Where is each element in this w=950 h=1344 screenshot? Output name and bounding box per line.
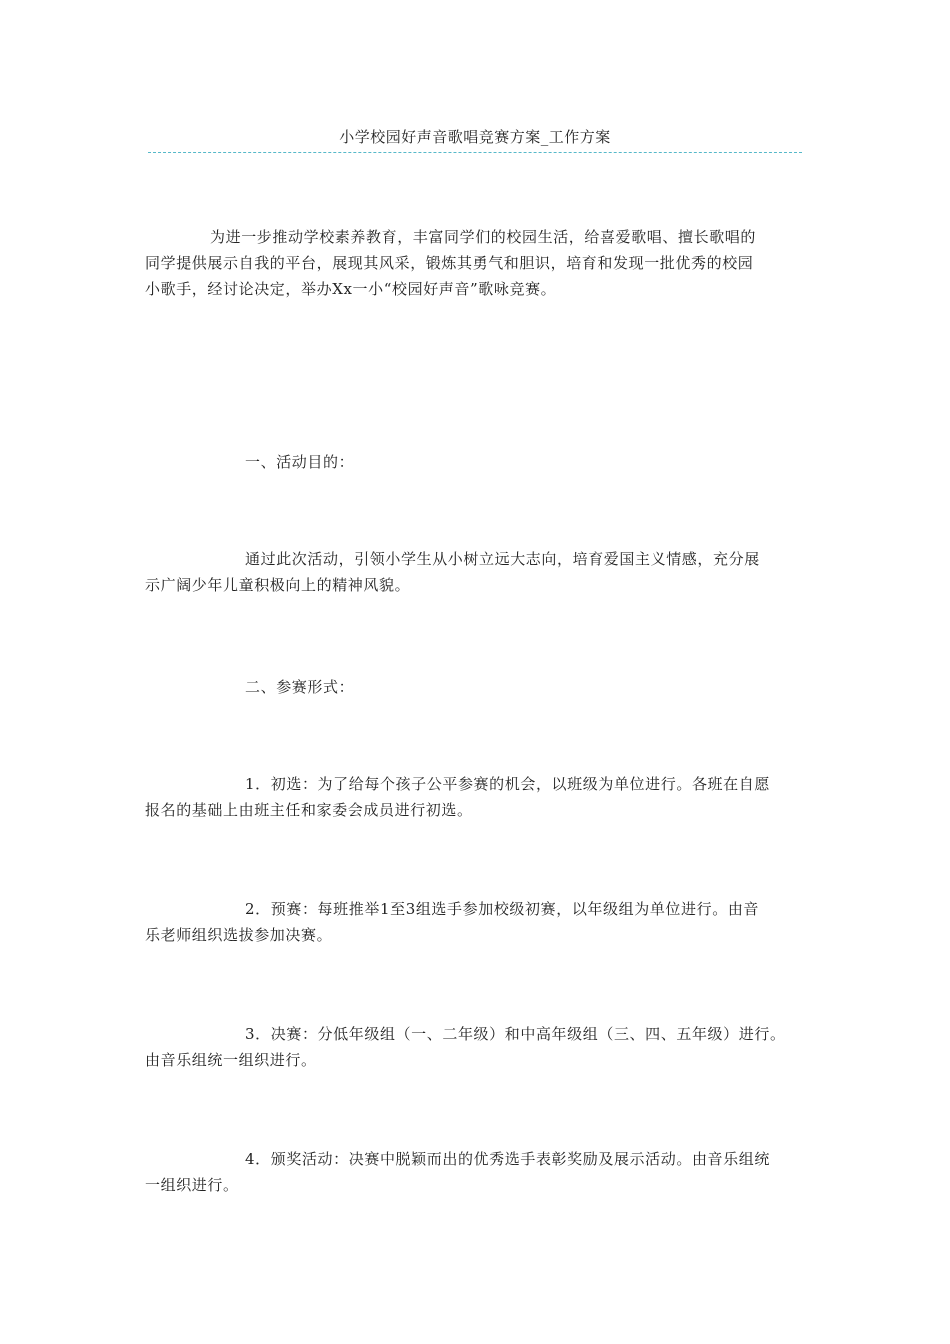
list-item <box>145 896 810 948</box>
section-1-paragraph <box>145 546 810 598</box>
section-1-line-2: 示广阔少年儿童积极向上的精神风貌。 <box>145 576 411 594</box>
item-2-line-1: 2．预赛：每班推举1至3组选手参加校级初赛，以年级组为单位进行。由音 <box>245 900 760 918</box>
section-1-line-1: 通过此次活动，引领小学生从小树立远大志向，培育爱国主义情感，充分展 <box>245 550 760 568</box>
section-2-heading: 二、参赛形式： <box>245 678 355 696</box>
section-1-heading: 一、活动目的： <box>245 453 355 471</box>
title-divider <box>148 152 802 153</box>
item-3-line-2: 由音乐组统一组织进行。 <box>145 1051 317 1069</box>
item-3-line-1: 3．决赛：分低年级组（一、二年级）和中高年级组（三、四、五年级）进行。 <box>245 1025 786 1043</box>
intro-line-1: 为进一步推动学校素养教育，丰富同学们的校园生活，给喜爱歌唱、擅长歌唱的 <box>210 228 757 246</box>
intro-paragraph <box>145 224 810 302</box>
intro-line-3: 小歌手，经讨论决定，举办Xx一小“校园好声音”歌咏竞赛。 <box>145 280 557 298</box>
list-item <box>145 1021 810 1073</box>
item-2-line-2: 乐老师组织选拔参加决赛。 <box>145 926 333 944</box>
list-item <box>145 771 810 823</box>
item-4-line-1: 4．颁奖活动：决赛中脱颖而出的优秀选手表彰奖励及展示活动。由音乐组统 <box>245 1150 770 1168</box>
item-4-line-2: 一组织进行。 <box>145 1176 239 1194</box>
item-1-line-2: 报名的基础上由班主任和家委会成员进行初选。 <box>145 801 473 819</box>
item-1-line-1: 1．初选：为了给每个孩子公平参赛的机会，以班级为单位进行。各班在自愿 <box>245 775 770 793</box>
intro-line-2: 同学提供展示自我的平台，展现其风采，锻炼其勇气和胆识，培育和发现一批优秀的校园 <box>145 254 754 272</box>
document-title: 小学校园好声音歌唱竞赛方案_工作方案 <box>339 128 611 146</box>
list-item <box>145 1146 810 1198</box>
